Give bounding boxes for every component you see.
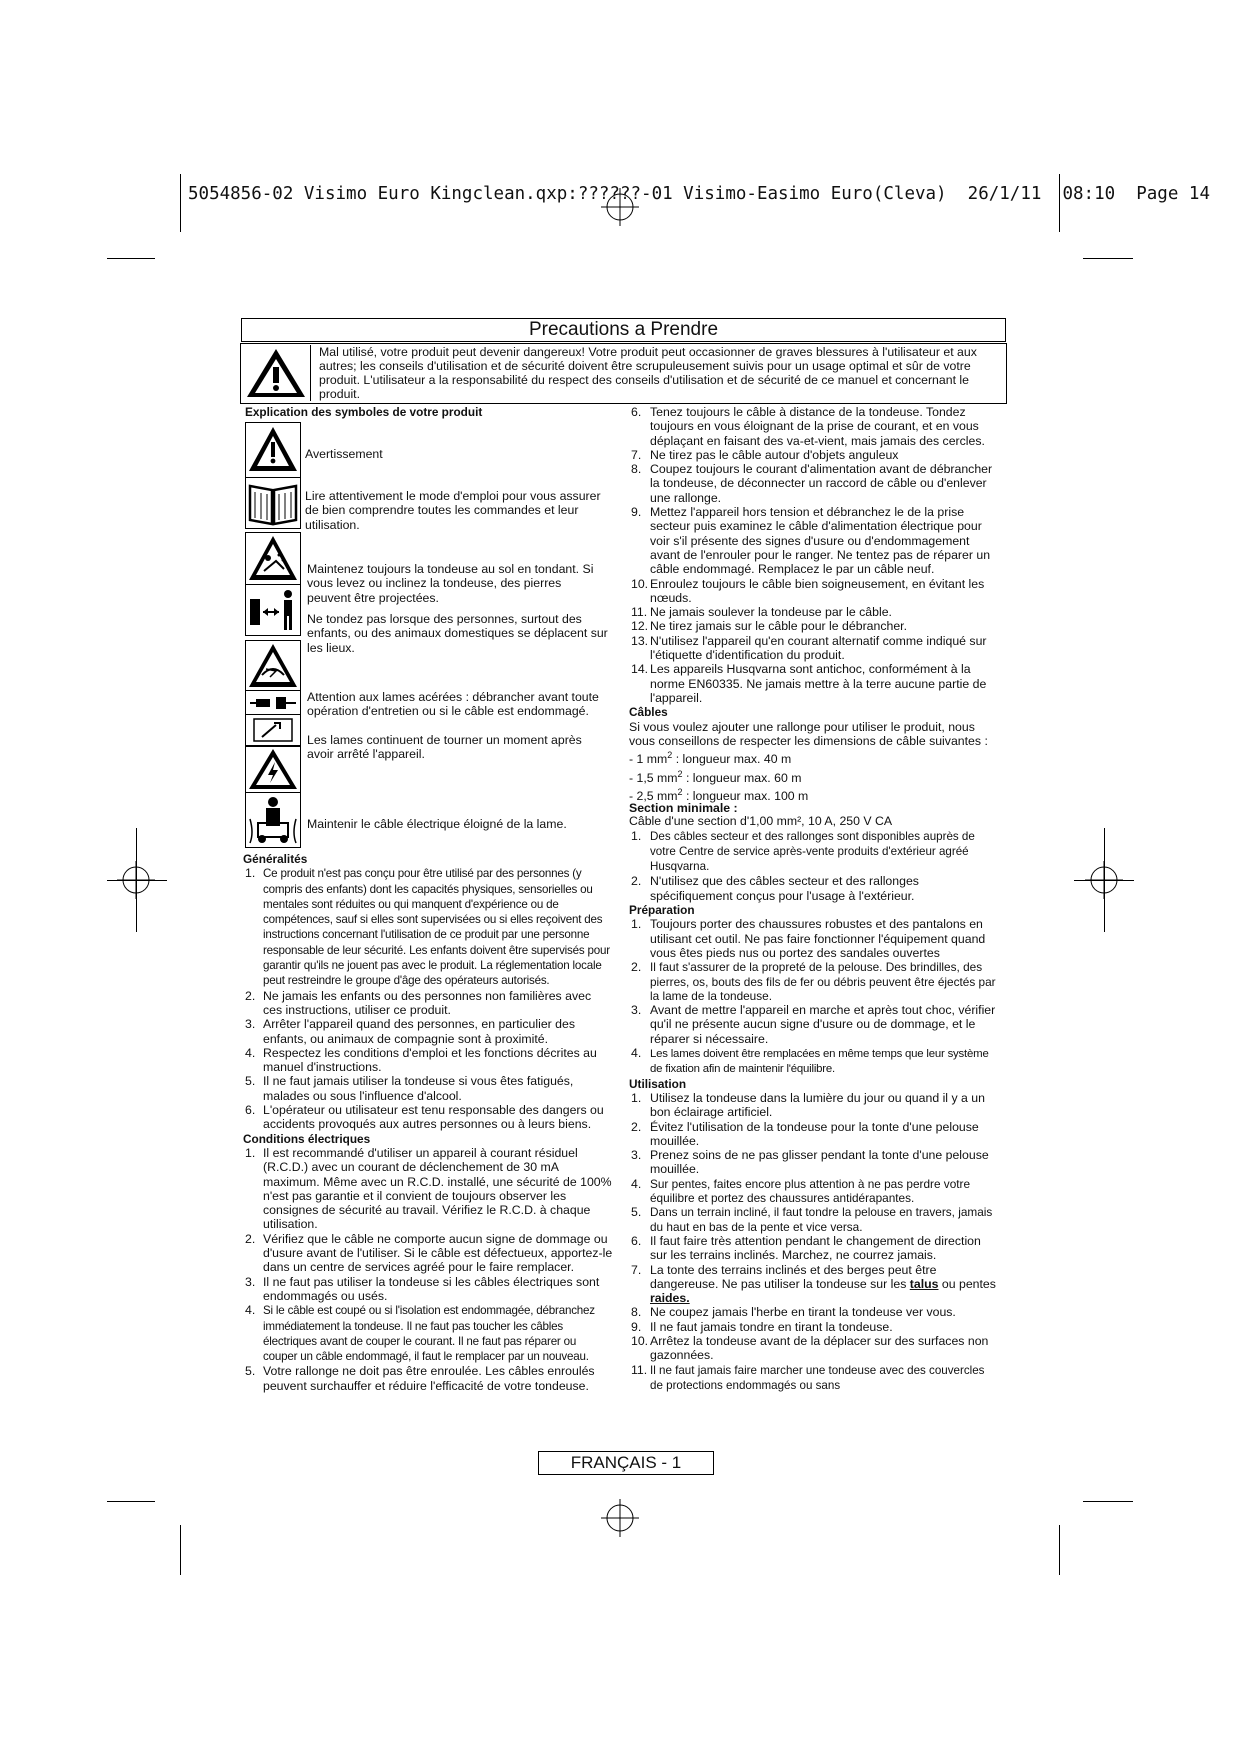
symbol-text-personnes: Ne tondez pas lorsque des personnes, surtout des enfants, ou des animaux domestiques se déplacent sur les lieux. (307, 612, 608, 655)
list-item: 1. Des câbles secteur et des rallonges sont disponibles auprès de votre Centre de service après-vente produits d'extérieur agréé Husqvarna. (631, 828, 975, 874)
crop-mark (107, 258, 155, 259)
conditions-list (243, 1146, 613, 1393)
list-item: 3. Arrêter l'appareil quand des personnes, en particulier des enfants, ou animaux de compagnie sont à proximité. (245, 1017, 576, 1046)
list-item: 2. Ne jamais les enfants ou des personnes non familières avec ces instructions, utiliser ce produit. (245, 988, 592, 1017)
list-item: 5. Dans un terrain incliné, il faut tondre la pelouse en travers, jamais du haut en bas de la pente et vice versa. (631, 1205, 993, 1234)
print-slug: 5054856-02 Visimo Euro Kingclean.qxp:??????-01 Visimo-Easimo Euro(Cleva) 26/1/11 08:10 Page 14 (188, 184, 1210, 204)
cable-care-list (629, 405, 999, 705)
list-item: 8. Coupez toujours le courant d'alimentation avant de débrancher la tondeuse, de déconnecter un raccord de câble ou d'enlever une rallonge. (631, 462, 993, 505)
list-item: 4. Sur pentes, faites encore plus attention à ne pas perdre votre équilibre et portez des chaussures antidérapantes. (631, 1176, 971, 1206)
list-item: 7. Ne tirez pas le câble autour d'objets anguleux (631, 447, 899, 462)
thrown-objects-icon (245, 532, 301, 586)
crop-mark (107, 1501, 155, 1502)
crop-mark (1083, 258, 1133, 259)
list-item: 1. Ce produit n'est pas conçu pour être utilisé par des personnes (y compris des enfants) dont les capacités physiques, sensorielles ou mentales sont réduites ou qui manquent d'expérience ou de compétences, sauf si elles sont supervisées ou si elles reçoivent des instructions concernant l'utilisation de ce produit par une personne responsable de leur sécurité. Les enfants doivent être supervisés pour garantir qu'ils ne jouent pas avec le produit. La réglementation locale peut restreindre le groupe d'âge des opérateurs autorisés. (245, 866, 610, 988)
list-item: 2. Évitez l'utilisation de la tondeuse pour la tonte d'une pelouse mouillée. (631, 1119, 979, 1148)
column-right (629, 405, 999, 1393)
section-heading-cables: Câbles (629, 705, 668, 720)
list-item: 1. Toujours porter des chaussures robustes et des pantalons en utilisant cet outil. Ne pas faire fonctionner l'équipement quand vous êtes pieds nus ou portez des sandales ouvertes (631, 917, 986, 960)
page-title: Precautions a Prendre (241, 318, 1006, 342)
talus-emphasis: talus (909, 1276, 939, 1291)
cable-size-line: - 1,5 $mm^2$ : longueur max. 60 m (629, 768, 802, 785)
cables-list (629, 829, 999, 903)
list-item: 9. Il ne faut jamais tondre en tirant la tondeuse. (631, 1319, 893, 1334)
symbol-text-lire: Lire attentivement le mode d'emploi pour vous assurer de bien comprendre toutes les commandes et leur utilisation. (305, 489, 601, 532)
crop-mark (180, 1525, 181, 1575)
section-minimale-text: Câble d'une section d'1,00 mm², 10 A, 250 V CA (629, 814, 893, 829)
cable-away-from-blade-icon (245, 792, 301, 848)
list-item: 3. Prenez soins de ne pas glisser pendant la tonte d'une pelouse mouillée. (631, 1148, 989, 1177)
section-heading-conditions: Conditions électriques (243, 1131, 371, 1146)
manual-book-icon (245, 477, 301, 529)
keep-distance-icon (245, 584, 301, 636)
crop-mark (1083, 1501, 1133, 1502)
symbols-heading: Explication des symboles de votre produit (245, 405, 483, 419)
preparation-list (629, 917, 999, 1076)
registration-mark-icon (117, 861, 155, 899)
cables-intro: Si vous voulez ajouter une rallonge pour utiliser le produit, nous vous conseillons de respecter les dimensions de câble suivantes : (629, 719, 988, 748)
list-item: 4. Si le câble est coupé ou si l'isolation est endommagée, débranchez immédiatement la tondeuse. Il ne faut pas toucher les câbles électriques avant de couper le courant. Il ne faut pas réparer ou couper un câble endommagé, il faut le remplacer par un nouveau. (245, 1303, 595, 1364)
symbol-text-lames2: Les lames continuent de tourner un moment après avoir arrêté l'appareil. (307, 733, 582, 762)
list-item: 2. Il faut s'assurer de la propreté de la pelouse. Des brindilles, des pierres, os, bouts des fils de fer ou débris peuvent être éjectés par la lame de la tondeuse. (631, 960, 996, 1003)
utilisation-list (629, 1091, 999, 1393)
warning-triangle-icon (242, 345, 311, 401)
list-item: 2. Vérifiez que le câble ne comporte aucun signe de dommage ou d'usure avant de l'utiliser. Si le câble est défectueux, apportez-le dans un centre de services agréé pour le faire remplacer. (245, 1231, 613, 1275)
section-minimale-heading: Section minimale : (629, 801, 738, 816)
list-item: 3. Avant de mettre l'appareil en marche et après tout choc, vérifier qu'il ne présente aucun signe d'usure ou de dommage, et le réparer si nécessaire. (631, 1003, 996, 1046)
symbol-text-avertissement: Avertissement (305, 447, 383, 461)
list-item: 9. Mettez l'appareil hors tension et débranchez le de la prise secteur puis examinez le câble d'alimentation électrique pour voir s'il présente des signes d'usure ou d'endommagement avant de l'enrouler pour le ranger. Ne tentez pas de réparer un câble endommagé. Remplacez le par un câble neuf. (631, 505, 991, 577)
list-item: 13. N'utilisez l'appareil qu'en courant alternatif comme indiqué sur l'étiquette d'identification du produit. (631, 633, 987, 663)
symbol-text-sol: Maintenez toujours la tondeuse au sol en tondant. Si vous levez ou inclinez la tondeuse, des pierres peuvent être projectées. (307, 562, 594, 605)
warning-text: Mal utilisé, votre produit peut devenir dangereux! Votre produit peut occasionner de graves blessures à l'utilisateur et aux autres; les conseils d'utilisation et de sécurité doivent être scrupuleusement suivis pour un usage optimal et sûr de votre produit. L'utilisateur a la responsabilité du respect des conseils d'utilisation et de sécurité de ce manuel et concernant le produit. (319, 345, 977, 401)
list-item: 6. Tenez toujours le câble à distance de la tondeuse. Tondez toujours en vous éloignant de la prise de courant, et en vous déplaçant en faisant des va-et-vient, mais jamais des cercles. (631, 405, 985, 448)
list-item: 10. Arrêtez la tondeuse avant de la déplacer sur des surfaces non gazonnées. (631, 1333, 989, 1363)
cable-size-line: - 1 $mm^2$ : longueur max. 40 m (629, 750, 792, 767)
section-heading-utilisation: Utilisation (629, 1076, 687, 1091)
page-footer: FRANÇAIS - 1 (538, 1451, 714, 1475)
sharp-blades-icon (245, 640, 301, 692)
crop-mark (180, 174, 181, 232)
list-item: 6. L'opérateur ou utilisateur est tenu responsable des dangers ou accidents provoqués aux autres personnes ou à leurs biens. (245, 1103, 604, 1132)
list-item: 12. Ne tirez jamais sur le câble pour le débrancher. (631, 619, 907, 634)
list-item: 5. Il ne faut jamais utiliser la tondeuse si vous êtes fatigués, malades ou sous l'influence d'alcool. (245, 1074, 574, 1103)
registration-mark-icon (1085, 861, 1123, 899)
list-item: 2. N'utilisez que des câbles secteur et des rallonges spécifiquement conçus pour l'usage à l'extérieur. (631, 874, 919, 903)
generalites-list (243, 866, 613, 1131)
list-item: 3. Il ne faut pas utiliser la tondeuse si les câbles électriques sont endommagés ou usés. (245, 1274, 600, 1303)
crop-mark (1059, 1525, 1060, 1575)
electric-shock-icon (245, 746, 301, 794)
raides-emphasis: raides. (650, 1291, 690, 1306)
list-item: 11. Il ne faut jamais faire marcher une tondeuse avec des couvercles de protections endommagés ou sans (631, 1362, 985, 1392)
cable-size-line: - 2,5 $mm^2$ : longueur max. 100 m (629, 786, 809, 803)
list-item: 4. Les lames doivent être remplacées en même temps que leur système de fixation afin de maintenir l'équilibre. (631, 1046, 989, 1076)
list-item: 5. Votre rallonge ne doit pas être enroulée. Les câbles enroulés peuvent surchauffer et réduire l'efficacité de votre tondeuse. (245, 1364, 595, 1393)
list-item: 1. Il est recommandé d'utiliser un appareil à courant résiduel (R.C.D.) avec un courant de déclenchement de 30 mA maximum. Même avec un R.C.D. installé, une sécurité de 100% n'est pas garantie et il convient de toujours observer les consignes de sécurité au travail. Vérifiez le R.C.D. à chaque utilisation. (245, 1145, 612, 1232)
list-item: 11. Ne jamais soulever la tondeuse par le câble. (631, 605, 892, 620)
list-item: 7. La tonte des terrains inclinés et des berges peut être dangereuse. Ne pas utiliser la tondeuse sur les talus ou pentes raides. (631, 1262, 996, 1306)
unplug-icon (245, 690, 301, 716)
list-item: 6. Il faut faire très attention pendant le changement de direction sur les terrains inclinés. Marchez, ne courrez jamais. (631, 1233, 981, 1263)
column-left-lower (243, 852, 613, 1393)
warning-box (240, 343, 1007, 404)
section-heading-generalites: Généralités (243, 852, 308, 866)
warning-symbol-icon (245, 422, 301, 478)
list-item: 4. Respectez les conditions d'emploi et les fonctions décrites au manuel d'instructions. (245, 1045, 597, 1075)
section-heading-preparation: Préparation (629, 903, 695, 918)
symbol-text-cable: Maintenir le câble électrique éloigné de la lame. (307, 817, 567, 831)
registration-mark-icon (601, 1499, 639, 1537)
list-item: 10. Enroulez toujours le câble bien soigneusement, en évitant les nœuds. (631, 576, 985, 605)
list-item: 8. Ne coupez jamais l'herbe en tirant la tondeuse ver vous. (631, 1305, 956, 1320)
maintenance-icon (245, 714, 301, 746)
list-item: 1. Utilisez la tondeuse dans la lumière du jour ou quand il y a un bon éclairage artificiel. (631, 1090, 985, 1120)
list-item: 14. Les appareils Husqvarna sont antichoc, conformément à la norme EN60335. Ne jamais mettre à la terre aucune partie de l'appareil. (631, 662, 987, 705)
symbol-text-lames: Attention aux lames acérées : débrancher avant toute opération d'entretien ou si le câble est endommagé. (307, 690, 599, 719)
